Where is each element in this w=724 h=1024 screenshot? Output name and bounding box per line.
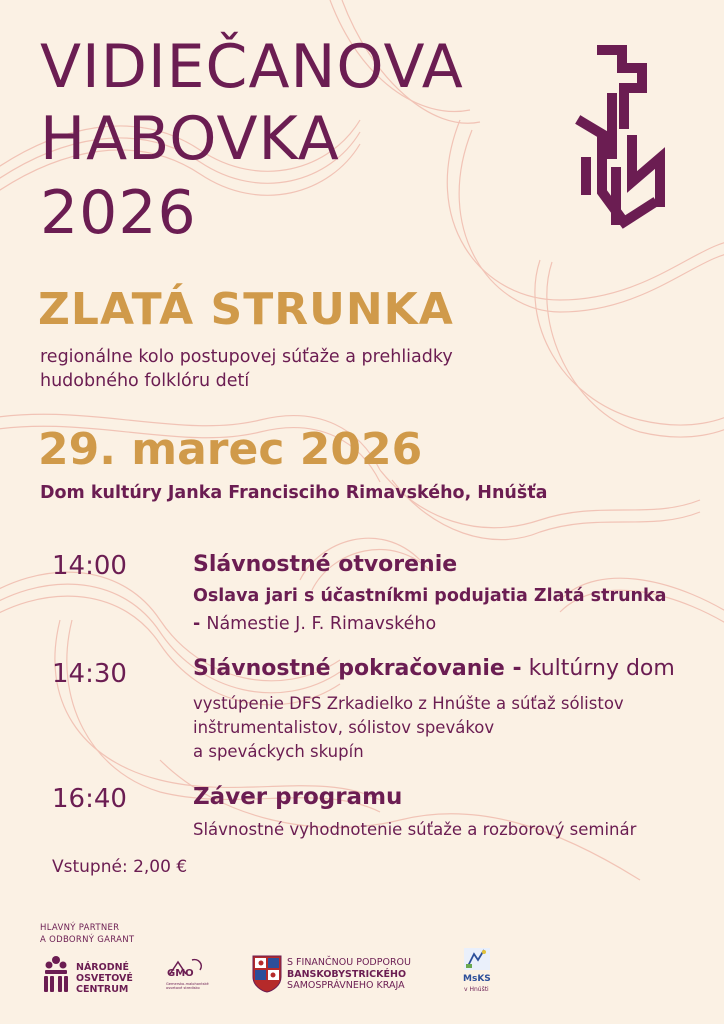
- program-line-3-1: Slávnostné vyhodnotenie súťaže a rozborový seminár: [193, 820, 637, 839]
- bbsk-text-3: SAMOSPRÁVNEHO KRAJA: [287, 980, 405, 991]
- program-time-2: 14:30: [52, 659, 127, 689]
- bbsk-text-1: S FINANČNOU PODPOROU: [287, 957, 411, 968]
- entry-price: Vstupné: 2,00 €: [52, 857, 188, 877]
- program-line-1-1: Oslava jari s účastníkmi podujatia Zlatá strunka: [193, 586, 667, 606]
- noc-text-2: OSVETOVÉ: [76, 973, 133, 984]
- program-time-3: 16:40: [52, 784, 127, 814]
- gmo-logo-subtext: Gemersko-malohontské osvetové stredisko: [166, 982, 209, 990]
- noc-text-1: NÁRODNÉ: [76, 962, 130, 973]
- program-dash-1: -: [193, 614, 207, 634]
- bbsk-coat-of-arms: [252, 955, 282, 993]
- event-date: 29. marec 2026: [38, 424, 423, 475]
- folk-instrument-logo: [572, 42, 670, 242]
- title-line-2: HABOVKA: [40, 104, 340, 174]
- partner-label-1: HLAVNÝ PARTNER: [40, 923, 120, 933]
- title-year: 2026: [40, 178, 197, 248]
- program-title-2-rest: kultúrny dom: [521, 656, 675, 681]
- program-location-1: Námestie J. F. Rimavského: [206, 614, 437, 634]
- bbsk-text-2: BANSKOBYSTRICKÉHO: [287, 968, 407, 980]
- program-title-1: Slávnostné otvorenie: [193, 552, 458, 577]
- description: [40, 345, 600, 393]
- program-line-2-3: a speváckych skupín: [193, 742, 364, 761]
- program-line-2-2: inštrumentalistov, sólistov spevákov: [193, 718, 495, 737]
- event-venue: Dom kultúry Janka Francisciho Rimavského, Hnúšťa: [40, 483, 548, 503]
- program-title-3: Záver programu: [193, 784, 403, 810]
- program-title-2: [193, 656, 675, 681]
- program-title-2-bold: Slávnostné pokračovanie -: [193, 656, 522, 681]
- msks-logo-mark: [462, 946, 492, 972]
- program-time-1: 14:00: [52, 551, 127, 581]
- gmo-logo-text: GMO: [167, 968, 194, 979]
- title-line-1: VIDIEČANOVA: [40, 32, 464, 102]
- noc-text-3: CENTRUM: [76, 984, 129, 995]
- program-line-1-2: [193, 614, 436, 634]
- description-line-2: hudobného folklóru detí: [40, 371, 250, 391]
- description-line-1: regionálne kolo postupovej súťaže a prehliadky: [40, 347, 453, 367]
- subtitle: ZLATÁ STRUNKA: [38, 284, 454, 335]
- bbsk-text: [287, 957, 411, 992]
- noc-flower-logo: [40, 954, 72, 996]
- msks-logo-text: MsKS: [463, 974, 491, 984]
- partner-label-2: A ODBORNÝ GARANT: [40, 935, 135, 945]
- program-line-2-1: vystúpenie DFS Zrkadielko z Hnúšte a súťaž sólistov: [193, 694, 624, 713]
- msks-logo-subtext: v Hnúšti: [464, 986, 489, 993]
- noc-logo-text: [76, 962, 133, 995]
